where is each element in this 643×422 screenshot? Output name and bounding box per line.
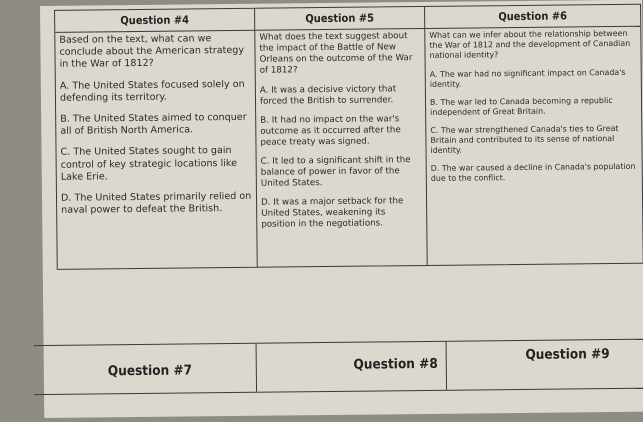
question-5-option-a: A. It was a decisive victory that forced the British to surrender.: [259, 84, 397, 107]
bottom-question-row: [34, 339, 643, 395]
question-6-cell: [425, 27, 642, 265]
question-5-header: Question #5: [255, 7, 425, 31]
question-9-header: Question #9: [525, 346, 610, 363]
question-4-option-b: B. The United States aimed to conquer all of British North America.: [60, 111, 247, 138]
worksheet-page: [40, 0, 643, 418]
question-5-option-c: C. It led to a significant shift in the balance of power in favor of the United States.: [260, 155, 411, 189]
question-6-option-c: C. The war strengthened Canada's ties to Great Britain and contributed to its sense of national identity.: [430, 123, 619, 155]
question-8-header: Question #8: [257, 342, 447, 392]
question-6-option-b: B. The war led to Canada becoming a republic independent of Great Britain.: [429, 96, 613, 117]
questions-table: [54, 4, 643, 270]
question-4-option-d: D. The United States primarily relied on naval power to defeat the British.: [60, 190, 252, 217]
question-5-cell: [255, 29, 427, 267]
question-6-option-d: D. The war caused a decline in Canada's population due to the conflict.: [430, 161, 636, 183]
question-4-cell: [55, 31, 257, 269]
question-4-option-c: C. The United States sought to gain control of key strategic locations like Lake Erie.: [60, 145, 238, 183]
question-4-header: Question #4: [55, 9, 255, 33]
question-5-text: What does the text suggest about the impact of the Battle of New Orleans on the outcome of the War of 1812?: [259, 31, 413, 76]
question-6-option-a: A. The war had no significant impact on Canada's identity.: [429, 67, 626, 89]
question-7-header: Question #7: [34, 344, 257, 394]
question-6-text: What can we infer about the relationship between the War of 1812 and the development of Canadian national identity?: [429, 28, 631, 60]
question-5-option-d: D. It was a major setback for the United States, weakening its position in the negotiations.: [261, 196, 404, 230]
question-4-text: Based on the text, what can we conclude about the American strategy in the War of 1812?: [59, 33, 245, 71]
question-6-header: Question #6: [425, 5, 640, 29]
question-4-option-a: A. The United States focused solely on defending its territory.: [59, 78, 245, 104]
question-5-option-b: B. It had no impact on the war's outcome as it occurred after the peace treaty was signed.: [260, 114, 401, 148]
